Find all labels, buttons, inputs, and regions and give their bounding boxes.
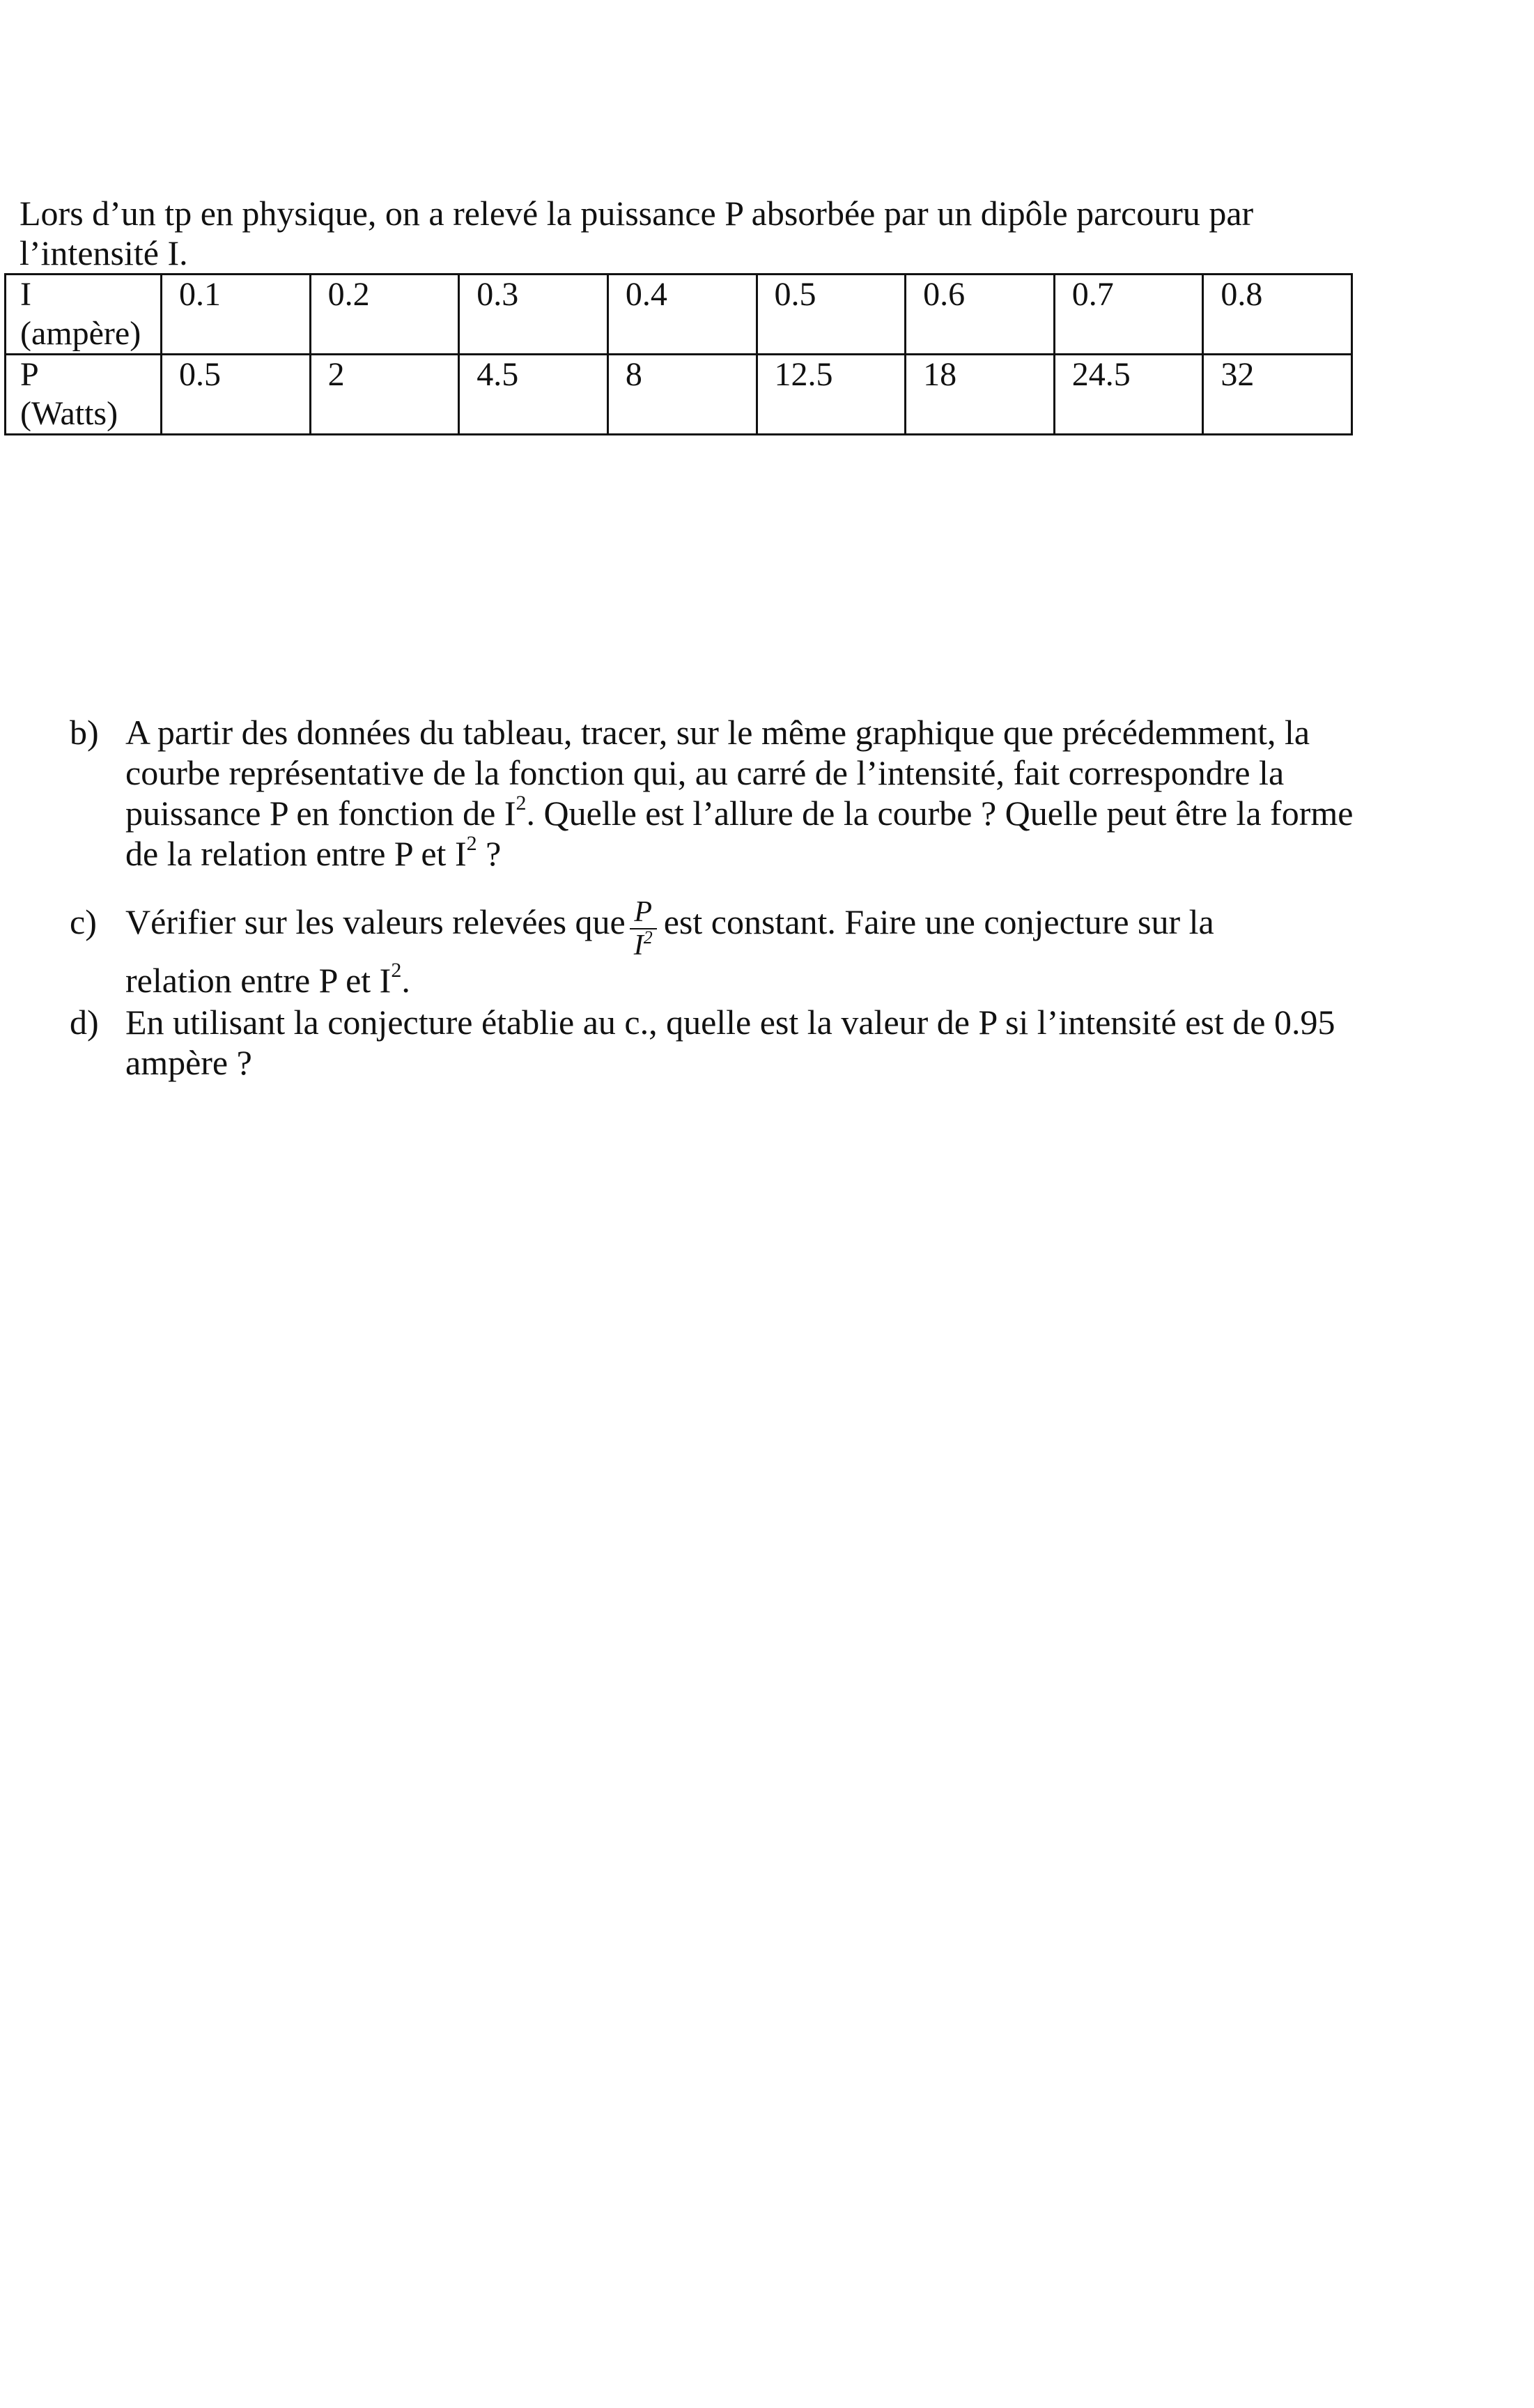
table-cell: 0.5 [162, 355, 311, 435]
question-letter: d) [70, 1003, 99, 1042]
table-cell: 0.7 [1054, 275, 1203, 355]
question-b: b) A partir des données du tableau, tracer, sur le même graphique que précédemment, la courbe représentative de la fonction qui, au carré de l’intensité, fait correspondre la puissance P en fonction de $I^2$. Quelle est l’allure de la courbe ? Quelle peut être la forme de la relation entre P et $I^2$ ? [70, 713, 1354, 873]
table-cell: 0.4 [607, 275, 757, 355]
table-row-power [6, 355, 1352, 435]
table-cell: 0.8 [1203, 275, 1352, 355]
table-cell: 0.2 [310, 275, 459, 355]
fraction-p-over-i-squared: $\frac{P}{I^2}$ [630, 896, 657, 962]
table-cell: 0.3 [459, 275, 608, 355]
question-c: c) Vérifier sur les valeurs relevées que $\frac{P}{I^2}$ est constant. Faire une conjecture sur la relation entre P et $I^2$. [70, 895, 1214, 1000]
table-cell: 18 [906, 355, 1055, 435]
table-cell: 4.5 [459, 355, 608, 435]
table-cell: 0.6 [906, 275, 1055, 355]
table-row-intensity [6, 275, 1352, 355]
measurement-table [4, 273, 1353, 435]
table-cell: 12.5 [757, 355, 906, 435]
table-cell: 0.5 [757, 275, 906, 355]
table-cell: 8 [607, 355, 757, 435]
intro-paragraph: Lors d’un tp en physique, on a relevé la puissance P absorbée par un dipôle parcouru par l’intensité I. [20, 194, 1254, 272]
question-list [70, 712, 1365, 1083]
question-letter: c) [70, 902, 97, 941]
table-cell: 0.1 [162, 275, 311, 355]
table-cell: 32 [1203, 355, 1352, 435]
question-d: d) En utilisant la conjecture établie au c., quelle est la valeur de P si l’intensité est de 0.95 ampère ? [70, 1003, 1335, 1082]
table-cell: 24.5 [1054, 355, 1203, 435]
row-header-intensity: I (ampère) [6, 275, 162, 355]
row-header-power: P (Watts) [6, 355, 162, 435]
question-letter: b) [70, 713, 99, 752]
table-cell: 2 [310, 355, 459, 435]
